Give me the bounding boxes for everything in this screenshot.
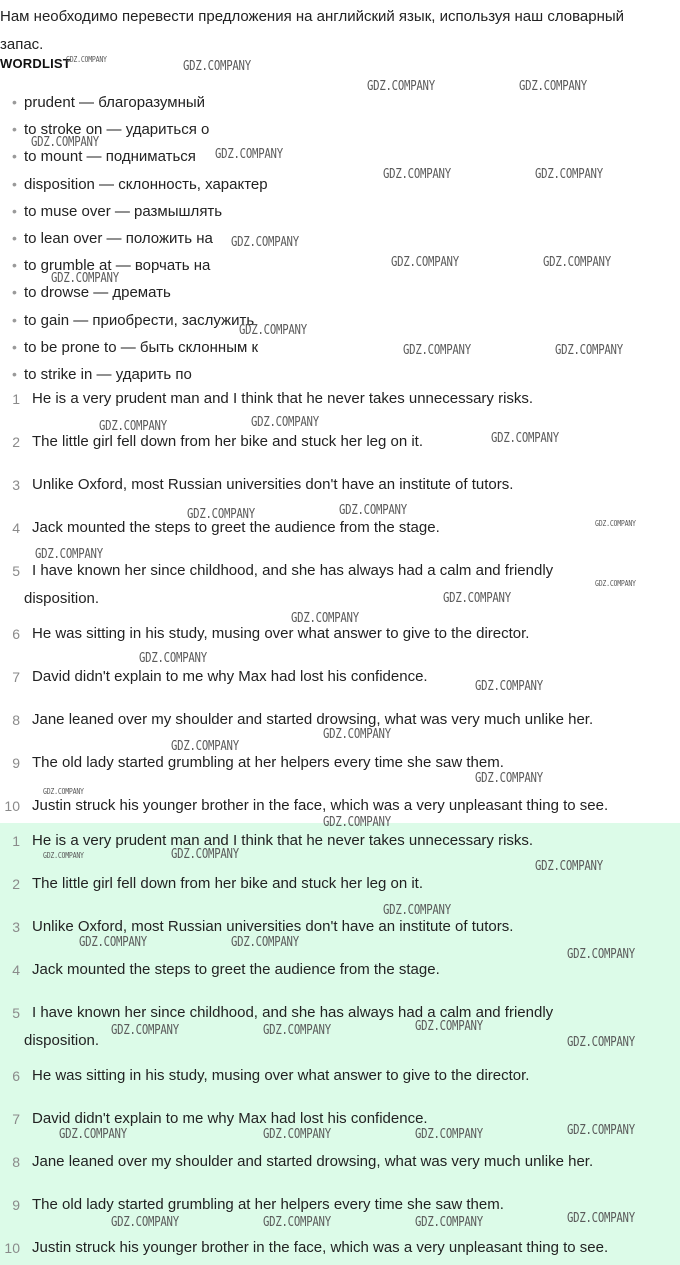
wordlist-item: • to gain — приобрести, заслужить (0, 307, 680, 334)
watermark: GDZ.COMPANY (263, 1127, 331, 1142)
answer-item: 4 Jack mounted the steps to greet the audience from the stage. (12, 961, 440, 978)
watermark: GDZ.COMPANY (291, 611, 359, 626)
watermark: GDZ.COMPANY (415, 1019, 483, 1034)
answer-item: 3 Unlike Oxford, most Russian universities don't have an institute of tutors. (12, 918, 514, 935)
watermark: GDZ.COMPANY (215, 147, 283, 162)
answer-item: 1 He is a very prudent man and I think that he never takes unnecessary risks. (12, 832, 534, 849)
watermark: GDZ.COMPANY (187, 507, 255, 522)
watermark: GDZ.COMPANY (491, 431, 559, 446)
watermark: GDZ.COMPANY (231, 935, 299, 950)
watermark: GDZ.COMPANY (35, 547, 103, 562)
wordlist-item: • prudent — благоразумный (0, 89, 680, 116)
answer-item: 5 I have known her since childhood, and she has always had a calm and friendly disposition. (12, 1004, 554, 1049)
wordlist-item: • to grumble at — ворчать на (0, 252, 680, 279)
watermark: GDZ.COMPANY (111, 1215, 179, 1230)
watermark: GDZ.COMPANY (323, 815, 391, 830)
wordlist-item: • to mount — подниматься (0, 143, 680, 170)
wordlist-item: • to be prone to — быть склонным к (0, 334, 680, 361)
watermark: GDZ.COMPANY (111, 1023, 179, 1038)
sentence-item: 8 Jane leaned over my shoulder and started drowsing, what was very much unlike her. (12, 711, 594, 728)
answer-item: 8 Jane leaned over my shoulder and started drowsing, what was very much unlike her. (12, 1153, 594, 1170)
watermark: GDZ.COMPANY (415, 1215, 483, 1230)
sentence-item: 4 Jack mounted the steps to greet the audience from the stage. (12, 519, 440, 536)
sentence-item: 2 The little girl fell down from her bike and stuck her leg on it. (12, 433, 424, 450)
bullet-icon: • (12, 148, 17, 165)
watermark: GDZ.COMPANY (403, 343, 471, 358)
bullet-icon: • (12, 175, 17, 192)
wordlist-item: • to lean over — положить на (0, 225, 680, 252)
wordlist-item: • to muse over — размышлять (0, 198, 680, 225)
watermark: GDZ.COMPANY (66, 55, 107, 64)
watermark: GDZ.COMPANY (239, 323, 307, 338)
bullet-icon: • (12, 121, 17, 138)
sentence-item: 3 Unlike Oxford, most Russian universities don't have an institute of tutors. (12, 476, 514, 493)
answer-item: 9 The old lady started grumbling at her helpers every time she saw them. (12, 1196, 504, 1213)
wordlist-item: • to strike in — ударить по (0, 361, 680, 388)
wordlist (0, 89, 680, 388)
sentence-item: 10 Justin struck his younger brother in the face, which was a very unpleasant thing to see. (4, 797, 609, 814)
sentence-item: 6 He was sitting in his study, musing over what answer to give to the director. (12, 625, 530, 642)
answer-item: 2 The little girl fell down from her bike and stuck her leg on it. (12, 875, 424, 892)
watermark: GDZ.COMPANY (231, 235, 299, 250)
watermark: GDZ.COMPANY (475, 771, 543, 786)
watermark: GDZ.COMPANY (31, 135, 99, 150)
watermark: GDZ.COMPANY (99, 419, 167, 434)
sentence-item: 7 David didn't explain to me why Max had lost his confidence. (12, 668, 428, 685)
bullet-icon: • (12, 365, 17, 382)
watermark: GDZ.COMPANY (171, 739, 239, 754)
watermark: GDZ.COMPANY (263, 1215, 331, 1230)
bullet-icon: • (12, 94, 17, 110)
watermark: GDZ.COMPANY (415, 1127, 483, 1142)
sentence-item: 5 I have known her since childhood, and she has always had a calm and friendly disposition. (12, 562, 554, 607)
watermark: GDZ.COMPANY (595, 579, 636, 588)
watermark: GDZ.COMPANY (567, 1035, 635, 1050)
watermark: GDZ.COMPANY (595, 519, 636, 528)
answer-item: 10 Justin struck his younger brother in the face, which was a very unpleasant thing to see. (4, 1239, 609, 1256)
watermark: GDZ.COMPANY (171, 847, 239, 862)
sentence-item: 1 He is a very prudent man and I think that he never takes unnecessary risks. (12, 390, 534, 407)
watermark: GDZ.COMPANY (263, 1023, 331, 1038)
watermark: GDZ.COMPANY (183, 59, 251, 74)
wordlist-title: WORDLIST (0, 56, 71, 71)
intro-text: Нам необходимо перевести предложения на английский язык, используя наш словарный запас. (0, 8, 625, 53)
wordlist-item: • to drowse — дремать (0, 279, 680, 306)
answer-item: 7 David didn't explain to me why Max had lost his confidence. (12, 1110, 428, 1127)
watermark: GDZ.COMPANY (443, 591, 511, 606)
watermark: GDZ.COMPANY (43, 851, 84, 860)
watermark: GDZ.COMPANY (383, 903, 451, 918)
wordlist-item: • to stroke on — удариться о (0, 116, 680, 143)
watermark: GDZ.COMPANY (567, 1123, 635, 1138)
watermark: GDZ.COMPANY (367, 79, 435, 94)
watermark: GDZ.COMPANY (567, 947, 635, 962)
bullet-icon: • (12, 311, 17, 328)
watermark: GDZ.COMPANY (339, 503, 407, 518)
watermark: GDZ.COMPANY (543, 255, 611, 270)
watermark: GDZ.COMPANY (475, 679, 543, 694)
bullet-icon: • (12, 257, 17, 274)
bullet-icon: • (12, 284, 17, 301)
watermark: GDZ.COMPANY (535, 859, 603, 874)
watermark: GDZ.COMPANY (323, 727, 391, 742)
watermark: GDZ.COMPANY (519, 79, 587, 94)
bullet-icon: • (12, 229, 17, 246)
watermark: GDZ.COMPANY (383, 167, 451, 182)
watermark: GDZ.COMPANY (555, 343, 623, 358)
watermark: GDZ.COMPANY (43, 787, 84, 796)
wordlist-item: • disposition — склонность, характер (0, 171, 680, 198)
watermark: GDZ.COMPANY (51, 271, 119, 286)
watermark: GDZ.COMPANY (391, 255, 459, 270)
watermark: GDZ.COMPANY (251, 415, 319, 430)
watermark: GDZ.COMPANY (567, 1211, 635, 1226)
answer-panel (0, 823, 680, 1265)
watermark: GDZ.COMPANY (59, 1127, 127, 1142)
watermark: GDZ.COMPANY (139, 651, 207, 666)
bullet-icon: • (12, 202, 17, 219)
bullet-icon: • (12, 338, 17, 355)
answer-item: 6 He was sitting in his study, musing over what answer to give to the director. (12, 1067, 530, 1084)
sentence-item: 9 The old lady started grumbling at her helpers every time she saw them. (12, 754, 504, 771)
watermark: GDZ.COMPANY (79, 935, 147, 950)
watermark: GDZ.COMPANY (535, 167, 603, 182)
